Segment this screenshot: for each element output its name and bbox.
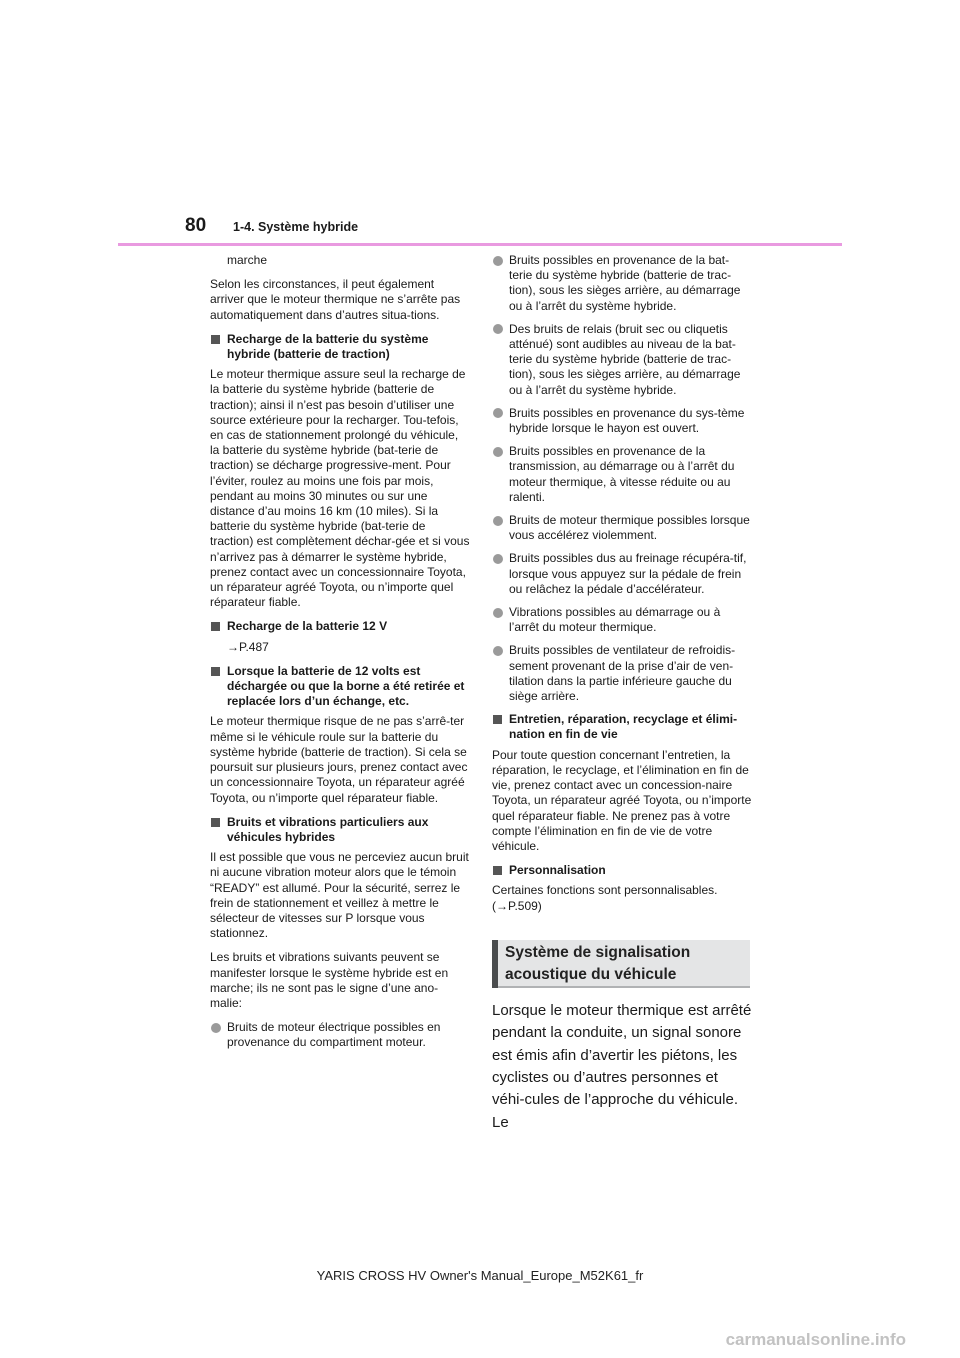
- square-bullet-icon: [493, 715, 502, 724]
- square-bullet-icon: [211, 335, 220, 344]
- list-item-text: Bruits possibles de ventilateur de refroidis-sement provenant de la prise d’air de ven-tilation dans la partie inférieure gauche du siège arrière.: [509, 643, 736, 704]
- intro-line: marche: [227, 253, 268, 267]
- circle-bullet-icon: [493, 447, 503, 457]
- heading-text: Personnalisation: [509, 863, 606, 878]
- list-item: [492, 605, 752, 635]
- circle-bullet-icon: [211, 1023, 221, 1033]
- circle-bullet-icon: [493, 324, 503, 334]
- footer-manual-title: YARIS CROSS HV Owner's Manual_Europe_M52K61_fr: [316, 1268, 644, 1283]
- heading-text: Recharge de la batterie du système hybride (batterie de traction): [227, 331, 429, 362]
- list-item: [210, 1020, 470, 1050]
- list-item-text: Bruits de moteur thermique possibles lorsque vous accélérez violemment.: [509, 513, 750, 543]
- intro-paragraph: Selon les circonstances, il peut également arriver que le moteur thermique ne s’arrête pas automatiquement dans d’autres situa-tions.: [210, 277, 461, 322]
- personalization-paragraph: Certaines fonctions sont personnalisables. (→P.509): [492, 883, 718, 913]
- list-item-text: Bruits possibles en provenance de la bat-terie du système hybride (batterie de trac-tion), sous les sièges arrière, au démarrage ou à l’arrêt du système hybride.: [509, 253, 741, 313]
- list-item-text: Bruits possibles en provenance du sys-tème hybride lorsque le hayon est ouvert.: [509, 405, 745, 436]
- square-bullet-icon: [211, 818, 220, 827]
- list-item-text: Bruits possibles dus au freinage récupéra-tif, lorsque vous appuyez sur la pédale de frein ou relâchez la pédale d’accélérateur.: [509, 551, 747, 596]
- maintenance-paragraph: Pour toute question concernant l’entretien, la réparation, le recyclage, et l’élimination en fin de vie, prenez contact avec un concession-naire Toyota, un réparateur agréé Toyota, ou n’importe quel réparateur fiable. Ne prenez pas à votre compte l’élimination en fin de vie de votre véhicule.: [492, 747, 752, 853]
- square-bullet-icon: [211, 667, 220, 676]
- heading-personalization: [492, 863, 752, 878]
- battery-discharged-paragraph: Le moteur thermique risque de ne pas s’arrê-ter même si le véhicule roule sur la batterie du système hybride (batterie de traction). Si cela se poursuit sur plusieurs jours, prenez contact avec un concessionnaire Toyota, un réparateur agréé Toyota, ou n’importe quel réparateur fiable.: [210, 714, 468, 805]
- square-bullet-icon: [493, 866, 502, 875]
- circle-bullet-icon: [493, 516, 503, 526]
- list-item-text: Vibrations possibles au démarrage ou à l’arrêt du moteur thermique.: [509, 605, 721, 635]
- circle-bullet-icon: [493, 408, 503, 418]
- list-item: [492, 643, 752, 704]
- heading-text: Bruits et vibrations particuliers aux véhicules hybrides: [227, 814, 429, 844]
- list-item: [492, 253, 752, 314]
- page-reference-link[interactable]: →P.487: [227, 639, 269, 654]
- acoustic-signal-paragraph: Lorsque le moteur thermique est arrêté pendant la conduite, un signal sonore est émis afin d’avertir les piétons, les cyclistes ou d’autres personnes et véhi-cules de l’approche du véhicule. Le: [492, 1001, 752, 1131]
- circle-bullet-icon: [493, 608, 503, 618]
- heading-traction-battery-charge: [210, 332, 470, 362]
- heading-text: Lorsque la batterie de 12 volts est déchargée ou que la borne a été retirée et replacée lors d’un échange, etc.: [227, 663, 465, 709]
- section-title: 1-4. Système hybride: [233, 220, 359, 234]
- watermark-logo: carmanualsonline.info: [725, 1330, 906, 1349]
- circle-bullet-icon: [493, 646, 503, 656]
- left-column: [210, 253, 470, 1059]
- heading-12v-battery-charge: [210, 619, 470, 634]
- heading-hybrid-noises: [210, 815, 470, 845]
- heading-text: Recharge de la batterie 12 V: [227, 619, 388, 634]
- list-item: [492, 444, 752, 505]
- list-item-text: Bruits de moteur électrique possibles en provenance du compartiment moteur.: [227, 1020, 441, 1050]
- square-bullet-icon: [211, 622, 220, 631]
- right-column: [492, 253, 752, 1143]
- list-item: [492, 513, 752, 543]
- heading-12v-battery-discharged: [210, 664, 470, 710]
- section-heading-text: Système de signalisation acoustique du véhicule: [505, 943, 691, 983]
- section-heading-box: [492, 940, 750, 988]
- list-item: [492, 406, 752, 436]
- heading-accent-bar: [492, 940, 498, 988]
- header-divider: [118, 243, 842, 246]
- traction-battery-paragraph: Le moteur thermique assure seul la recharge de la batterie du système hybride (batterie de traction); ainsi il n’est pas besoin d’utiliser une source extérieure pour la recharger. Tou-tefois, en cas de stationnement prolongé du véhicule, la batterie du système hybride (bat-terie de traction) se décharge progressive-ment. Pour l’éviter, roulez au moins une fois par mois, pendant au moins 30 minutes ou sur une distance d’au moins 16 km (10 miles). Si la batterie du système hybride (bat-terie de traction) est complètement déchar-gée et si vous n’arrivez pas à démarrer le système hybride, prenez contact avec un concessionnaire Toyota, un réparateur agréé Toyota, ou n’importe quel réparateur fiable.: [210, 367, 470, 610]
- list-item: [492, 551, 752, 597]
- list-item-text: Bruits possibles en provenance de la transmission, au démarrage ou à l’arrêt du moteur thermique, à vitesse réduite ou au ralenti.: [509, 444, 735, 504]
- circle-bullet-icon: [493, 256, 503, 266]
- page-number: 80: [185, 215, 207, 236]
- hybrid-noises-paragraph: Il est possible que vous ne perceviez aucun bruit ni aucune vibration moteur alors que le témoin “READY” est allumé. Pour la sécurité, serrez le frein de stationnement et veillez à mettre le sélecteur de vitesses sur P lorsque vous stationnez.: [210, 850, 469, 941]
- list-item-text: Des bruits de relais (bruit sec ou cliquetis atténué) sont audibles au niveau de la bat-terie du système hybride (batterie de trac-tion), sous les sièges arrière, au démarrage ou à l’arrêt du système hybride.: [509, 321, 741, 397]
- circle-bullet-icon: [493, 554, 503, 564]
- list-item: [492, 322, 752, 398]
- heading-text: Entretien, réparation, recyclage et élimi-nation en fin de vie: [509, 712, 738, 742]
- hybrid-noises-list-intro: Les bruits et vibrations suivants peuvent se manifester lorsque le système hybride est en marche; ils ne sont pas le signe d’une ano-malie:: [210, 950, 449, 1010]
- heading-maintenance-recycling: [492, 712, 752, 742]
